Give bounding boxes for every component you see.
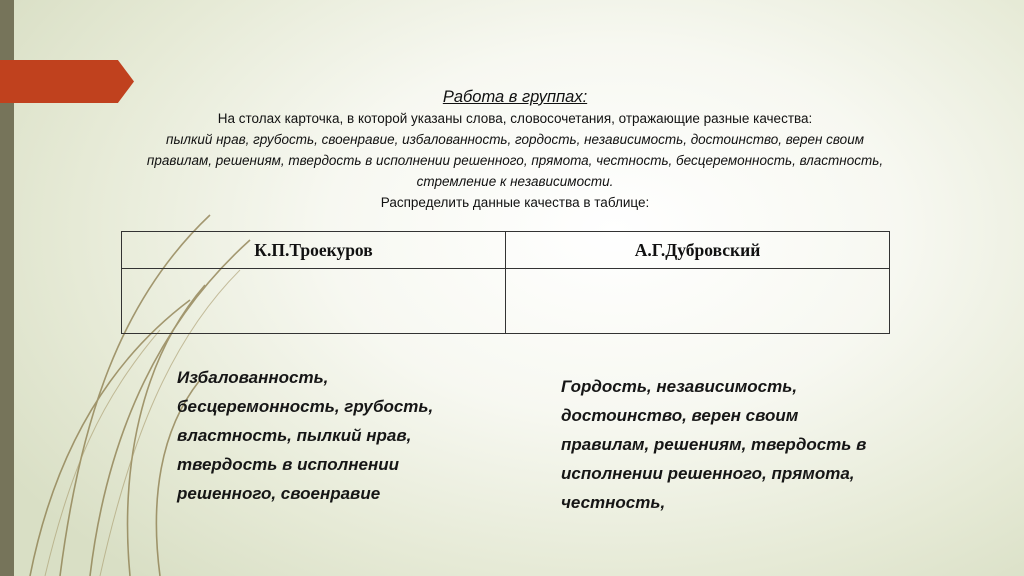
answer-line: бесцеремонность, грубость, [177,397,434,416]
task-title: Работа в группах: [442,88,588,106]
task-description [120,86,910,213]
answer-line: Гордость, независимость, [561,377,798,396]
table-header-row [122,232,890,269]
answer-line: правилам, решениям, твердость в [561,435,867,454]
qualities-line-1: пылкий нрав, грубость, своенравие, избалованность, гордость, независимость, достоинство, верен своим [166,132,864,147]
column-header-troekurov: К.П.Троекуров [122,232,506,269]
task-intro: На столах карточка, в которой указаны слова, словосочетания, отражающие разные качества: [217,111,813,126]
answer-line: честность, [561,493,666,512]
qualities-table [121,231,890,334]
answer-dubrovsky [561,372,921,517]
answer-line: твердость в исполнении [177,455,400,474]
answer-line: Избалованность, [177,368,329,387]
task-instruction: Распределить данные качества в таблице: [380,195,650,210]
answer-line: решенного, своенравие [177,484,381,503]
answer-troekurov [177,363,477,508]
answer-line: властность, пылкий нрав, [177,426,412,445]
table-cell-troekurov [122,269,506,334]
column-header-dubrovsky: А.Г.Дубровский [506,232,890,269]
table-cell-dubrovsky [506,269,890,334]
table-row [122,269,890,334]
qualities-line-3: стремление к независимости. [416,174,614,189]
answer-line: достоинство, верен своим [561,406,799,425]
red-arrow-shape [0,60,134,103]
answer-line: исполнении решенного, прямота, [561,464,855,483]
qualities-line-2: правилам, решениям, твердость в исполнении решенного, прямота, честность, бесцеремонность, властность, [146,153,884,168]
